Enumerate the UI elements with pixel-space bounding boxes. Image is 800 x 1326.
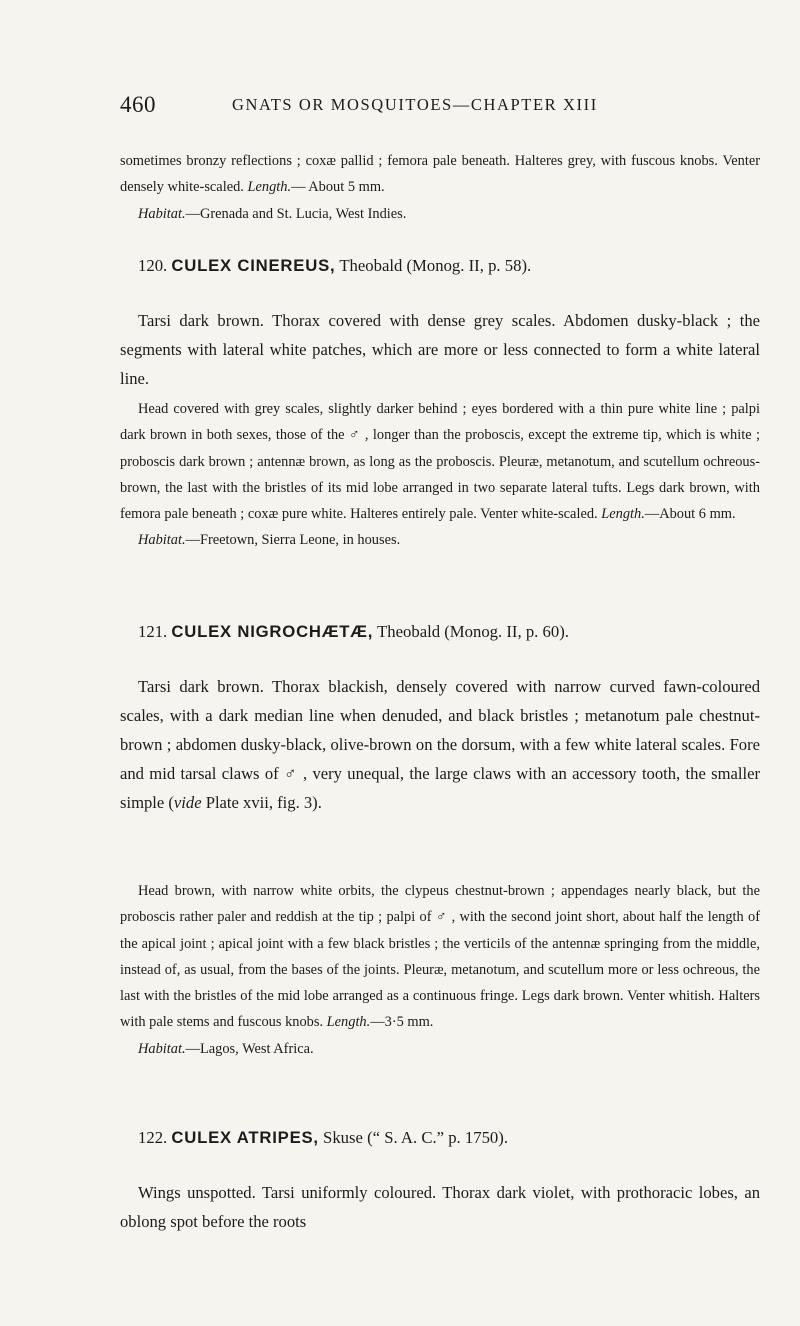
length-value: —3·5 mm.	[370, 1014, 434, 1031]
description-text: Head brown, with narrow white orbits, the clypeus chestnut-brown ; appendages nearly black, but the proboscis rather paler and reddish at the tip ; palpi of ♂ , with the second joint short, about half the length of the apical joint ; apical joint with a few black bristles ; the verticils of the antennæ springing from the middle, instead of, as usual, from the bases of the joints. Pleuræ, metanotum, and scutellum more or less ochreous, the last with the bristles of the mid lobe arranged as a continuous fringe. Legs dark brown. Venter whitish. Halters with pale stems and fuscous knobs.	[120, 883, 760, 1031]
length-label: Length.	[247, 179, 292, 196]
species-heading-122	[138, 1128, 508, 1148]
entry-number: 120.	[138, 256, 168, 275]
length-label: Length.	[326, 1014, 371, 1031]
entry-number: 121.	[138, 622, 168, 641]
species-authority: Skuse (“ S. A. C.” p. 1750).	[323, 1128, 508, 1147]
page-number: 460	[120, 92, 156, 117]
habitat-label: Habitat.	[138, 1040, 186, 1057]
vide-italic: vide	[173, 793, 202, 812]
continuation-text: sometimes bronzy reflections ; coxæ pallid ; femora pale beneath. Halteres grey, with fuscous knobs. Venter densely white-scaled.	[120, 153, 760, 196]
species-name: CULEX CINEREUS,	[171, 256, 336, 275]
species-authority: Theobald (Monog. II, p. 58).	[339, 256, 532, 275]
length-value: —About 6 mm.	[644, 506, 736, 523]
species-summary-120: Tarsi dark brown. Thorax covered with dense grey scales. Abdomen dusky-black ; the segments with lateral white patches, which are more or less connected to form a white lateral line.	[120, 311, 760, 388]
species-description-120	[120, 396, 760, 554]
entry-number: 122.	[138, 1128, 168, 1147]
length-value: — About 5 mm.	[291, 179, 385, 196]
species-name: CULEX ATRIPES,	[171, 1128, 319, 1147]
species-authority: Theobald (Monog. II, p. 60).	[377, 622, 569, 641]
length-label: Length.	[601, 506, 645, 523]
habitat-value: —Freetown, Sierra Leone, in houses.	[185, 532, 401, 549]
habitat-label: Habitat.	[138, 205, 186, 222]
description-text: Head covered with grey scales, slightly darker behind ; eyes bordered with a thin pure white line ; palpi dark brown in both sexes, those of the ♂ , longer than the proboscis, except the extreme tip, which is white ; proboscis dark brown ; antennæ brown, as long as the proboscis. Pleuræ, metanotum, and scutellum ochreous-brown, the last with the bristles of its mid lobe arranged in two separate lateral tufts. Legs dark brown, with femora pale beneath ; coxæ pure white. Halteres entirely pale. Venter white-scaled.	[120, 401, 760, 523]
species-description-121	[120, 878, 760, 1062]
habitat-value: —Lagos, West Africa.	[185, 1040, 314, 1057]
species-heading-121	[138, 622, 569, 642]
habitat-label: Habitat.	[138, 532, 186, 549]
species-heading-120	[138, 256, 531, 276]
species-summary-122: Wings unspotted. Tarsi uniformly coloured. Thorax dark violet, with prothoracic lobes, an oblong spot before the roots	[120, 1183, 760, 1231]
species-summary-121: Tarsi dark brown. Thorax blackish, densely covered with narrow curved fawn-coloured scales, with a dark median line when denuded, and black bristles ; metanotum pale chestnut-brown ; abdomen dusky-black, olive-brown on the dorsum, with a few white lateral scales. Fore and mid tarsal claws of ♂ , very unequal, the large claws with an accessory tooth, the smaller simple (vide Plate xvii, fig. 3).	[120, 677, 760, 812]
page-header	[120, 92, 760, 122]
habitat-value: —Grenada and St. Lucia, West Indies.	[185, 205, 407, 222]
species-name: CULEX NIGROCHÆTÆ,	[171, 622, 374, 641]
running-head: GNATS OR MOSQUITOES—CHAPTER XIII	[232, 95, 598, 114]
continuation-paragraph	[120, 148, 760, 227]
